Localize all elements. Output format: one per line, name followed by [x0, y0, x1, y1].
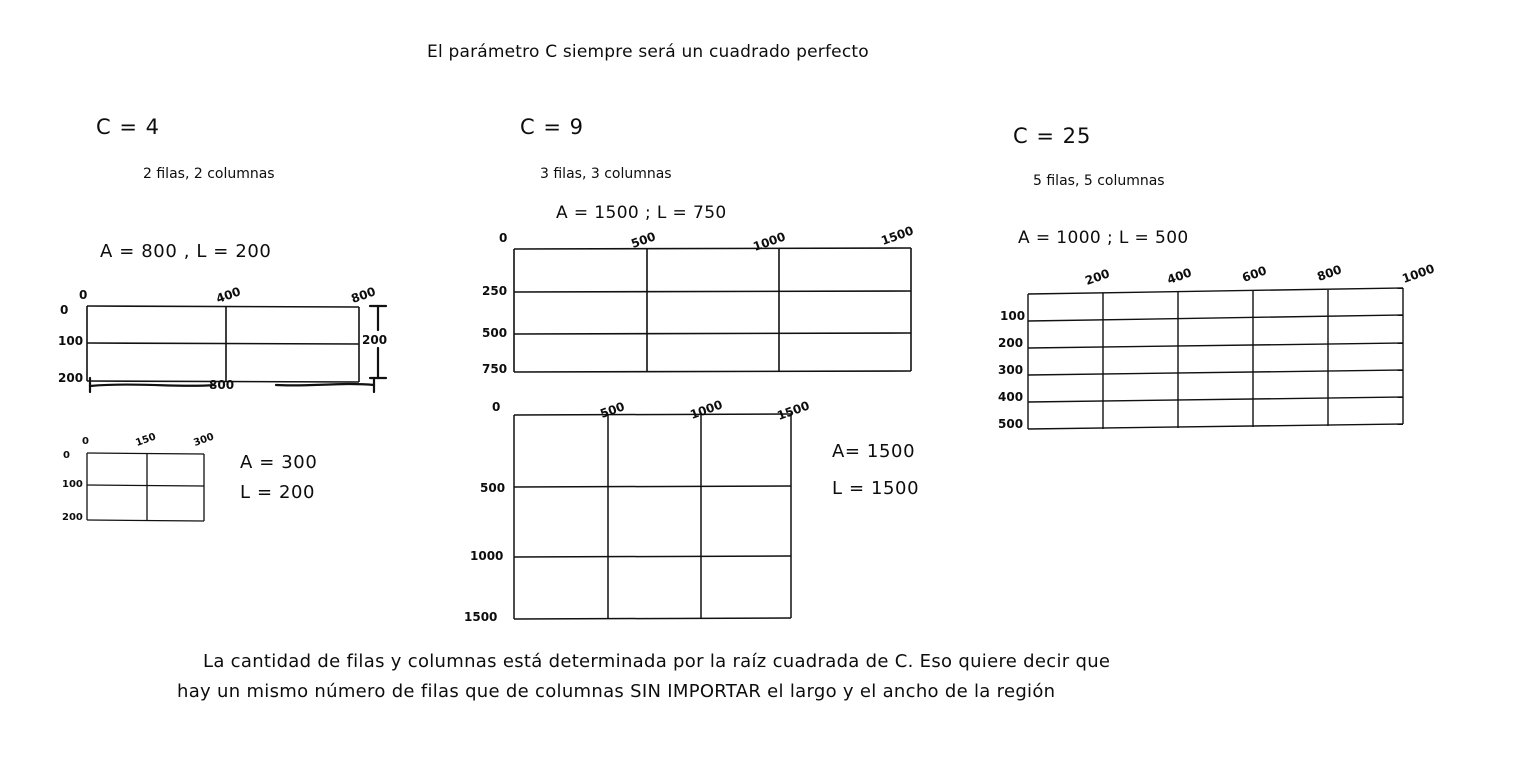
- tick-c4b-y2: 200: [62, 512, 83, 523]
- tick-c9b-x2: 1000: [688, 397, 725, 422]
- footer-line-1: La cantidad de filas y columnas está determinada por la raíz cuadrada de C. Eso quiere decir que: [203, 651, 1111, 672]
- tick-c25-x2: 400: [1165, 265, 1194, 287]
- c9b-dims-A: A= 1500: [832, 441, 916, 462]
- tick-c9a-x0: 0: [499, 231, 508, 245]
- tick-c25-y3: 300: [998, 363, 1024, 377]
- c4-grid-a-dims: A = 800 , L = 200: [100, 241, 272, 262]
- tick-c25-x5: 1000: [1400, 261, 1437, 286]
- c9b-dims-L: L = 1500: [832, 478, 920, 499]
- c4b-dims-A: A = 300: [240, 452, 318, 473]
- tick-c9b-x3: 1500: [775, 398, 812, 423]
- grid-c4-b: [86, 452, 206, 524]
- tick-c9a-y2: 500: [482, 326, 508, 340]
- tick-c9b-y1: 500: [480, 481, 506, 495]
- c9-heading: C = 9: [520, 115, 584, 139]
- tick-c4b-x0: 0: [82, 436, 89, 447]
- page-title: El parámetro C siempre será un cuadrado perfecto: [427, 42, 869, 62]
- tick-c4b-y1: 100: [62, 479, 83, 490]
- tick-c25-x4: 800: [1315, 262, 1344, 284]
- tick-c25-y2: 200: [998, 336, 1024, 350]
- c25-heading: C = 25: [1013, 124, 1092, 148]
- tick-c4a-x2: 800: [349, 284, 378, 306]
- tick-c25-x3: 600: [1240, 263, 1269, 285]
- tick-c9a-x3: 1500: [879, 223, 916, 248]
- tick-c4b-x1: 150: [134, 431, 158, 449]
- c4b-dims-L: L = 200: [240, 482, 316, 503]
- c4-rows-cols-label: 2 filas, 2 columnas: [143, 166, 275, 182]
- c4-measure-marks: [86, 300, 406, 395]
- tick-c9a-x2: 1000: [751, 229, 788, 254]
- c25-grid-a-dims: A = 1000 ; L = 500: [1018, 228, 1189, 248]
- tick-c4a-x1: 400: [214, 284, 243, 306]
- c9-grid-a-dims: A = 1500 ; L = 750: [556, 203, 727, 223]
- tick-c9a-x1: 500: [629, 229, 658, 251]
- tick-c25-x1: 200: [1083, 266, 1112, 288]
- grid-c9-b: [513, 414, 793, 622]
- c9-rows-cols-label: 3 filas, 3 columnas: [540, 166, 672, 182]
- tick-c4b-y0: 0: [63, 450, 70, 461]
- tick-c9a-y1: 250: [482, 284, 508, 298]
- c4-heading: C = 4: [96, 115, 160, 139]
- tick-c9b-y2: 1000: [470, 549, 504, 563]
- c25-rows-cols-label: 5 filas, 5 columnas: [1033, 173, 1165, 189]
- tick-c4a-x0: 0: [79, 288, 88, 302]
- grid-c9-a: [513, 248, 913, 376]
- tick-c4a-y0: 0: [60, 303, 69, 317]
- tick-c4b-x2: 300: [192, 431, 216, 449]
- tick-c9a-y3: 750: [482, 362, 508, 376]
- tick-c9b-y3: 1500: [464, 610, 498, 624]
- tick-c4a-y1: 100: [58, 334, 84, 348]
- tick-c25-y1: 100: [1000, 309, 1026, 323]
- c4a-width-label: 800: [209, 378, 235, 392]
- tick-c4a-y2: 200: [58, 371, 84, 385]
- tick-c9b-x1: 500: [598, 399, 627, 421]
- c4a-height-label: 200: [362, 333, 388, 347]
- tick-c25-y5: 500: [998, 417, 1024, 431]
- tick-c9b-x0: 0: [492, 400, 501, 414]
- footer-line-2: hay un mismo número de filas que de columnas SIN IMPORTAR el largo y el ancho de la región: [177, 681, 1056, 702]
- tick-c25-y4: 400: [998, 390, 1024, 404]
- grid-c25-a: [1027, 288, 1405, 434]
